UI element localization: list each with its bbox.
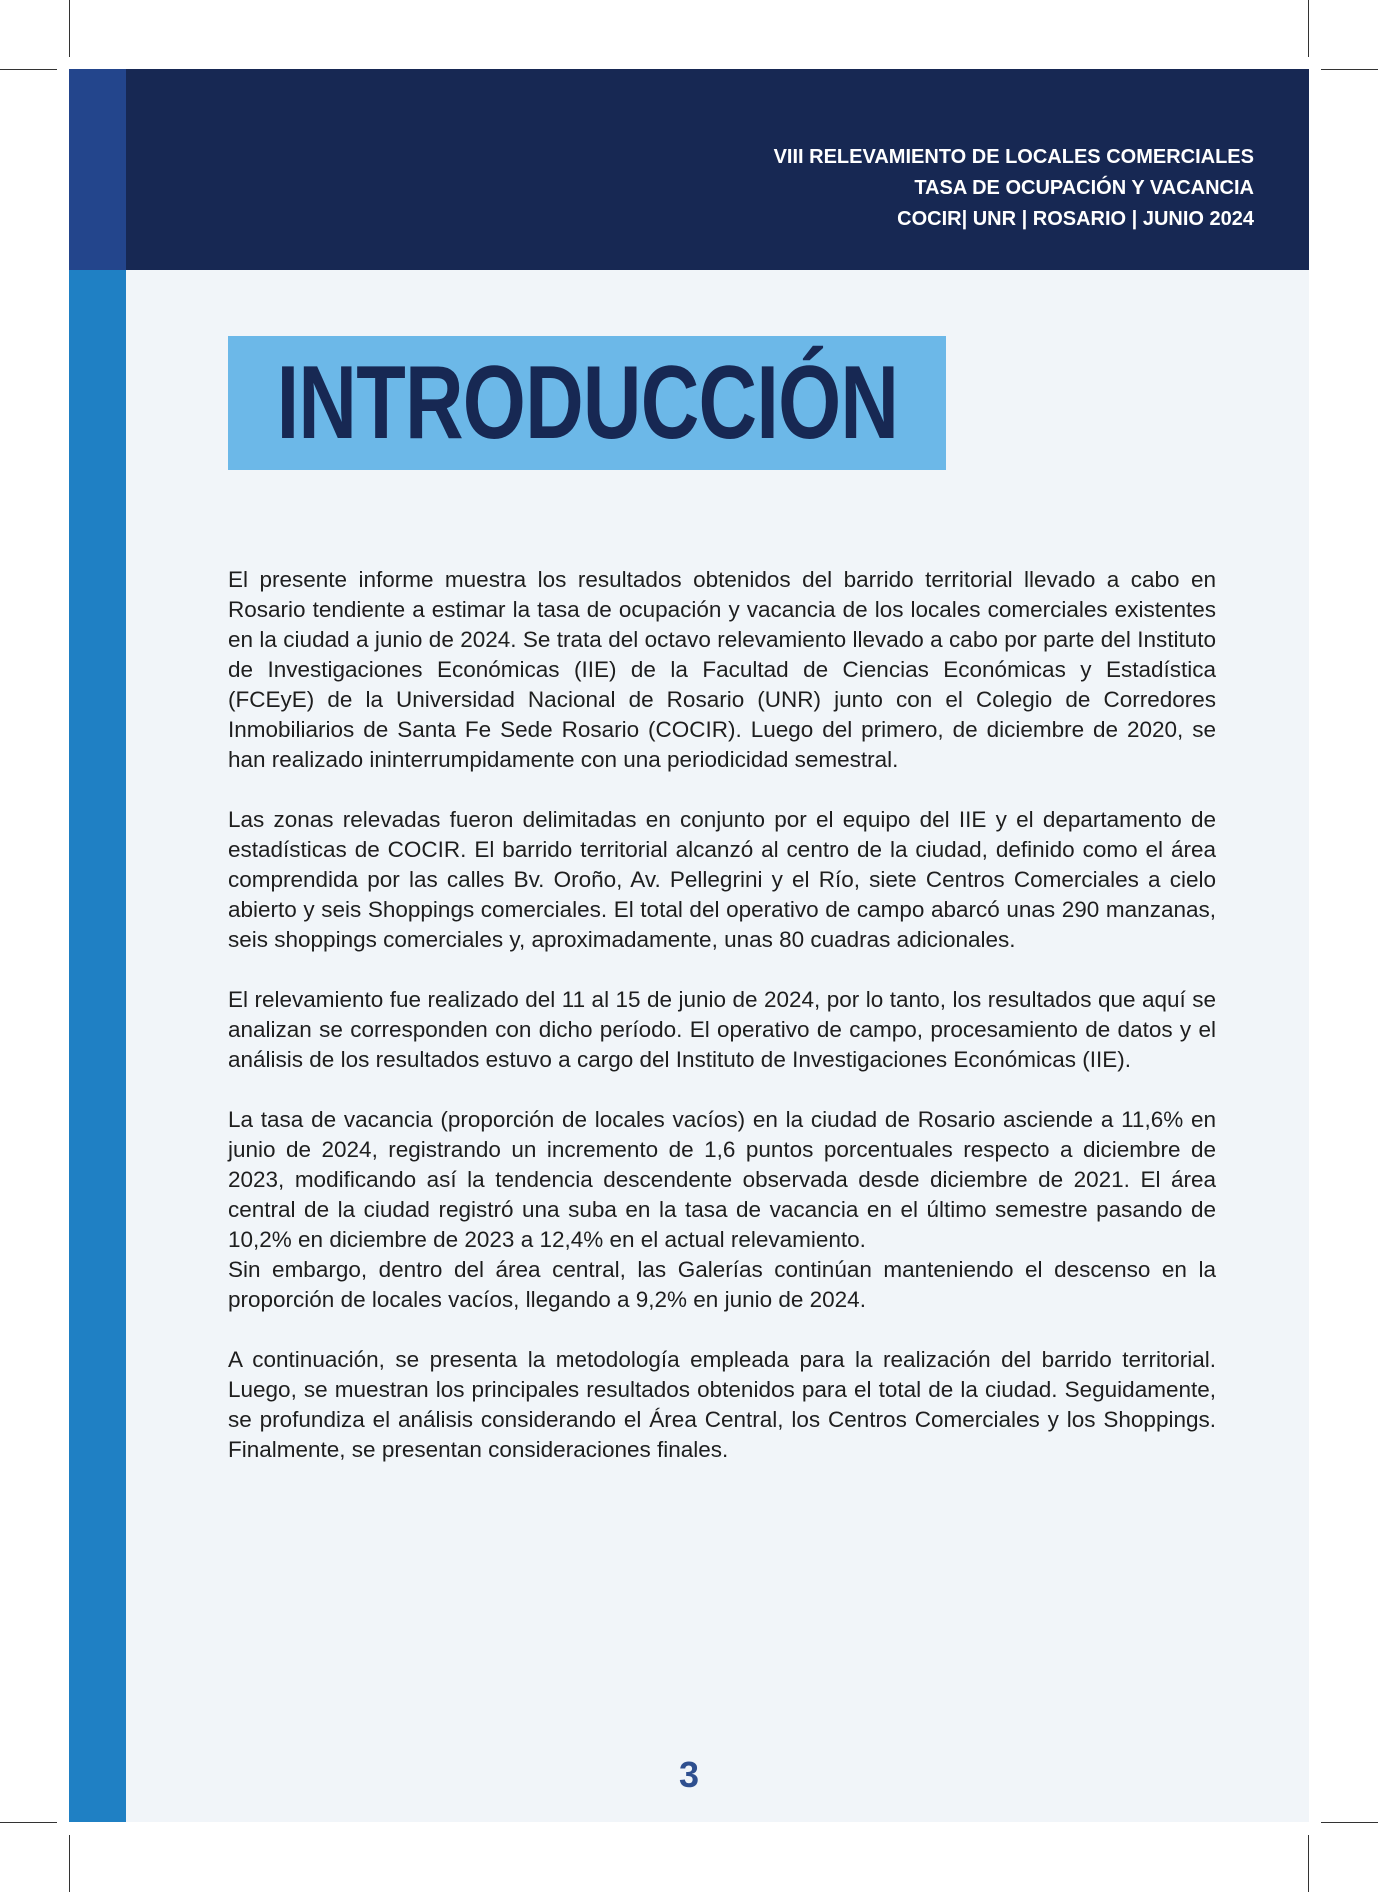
crop-mark (0, 69, 57, 70)
page-header (126, 69, 1309, 270)
crop-mark (1308, 0, 1309, 57)
header-line-subtitle: TASA DE OCUPACIÓN Y VACANCIA (914, 177, 1254, 199)
crop-mark (0, 1822, 57, 1823)
crop-mark (1308, 1835, 1309, 1892)
paragraph: El presente informe muestra los resultados obtenidos del barrido territorial llevado a cabo en Rosario tendiente a estimar la tasa de ocupación y vacancia de los locales comerciales existentes en la ciudad a junio de 2024. Se trata del octavo relevamiento llevado a cabo por parte del Instituto de Investigaciones Económicas (IIE) de la Facultad de Ciencias Económicas y Estadística (FCEyE) de la Universidad Nacional de Rosario (UNR) junto con el Colegio de Corredores Inmobiliarios de Santa Fe Sede Rosario (COCIR). Luego del primero, de diciembre de 2020, se han realizado ininterrumpidamente con una periodicidad semestral. (228, 567, 1216, 772)
body-text (228, 565, 1216, 1495)
section-title (228, 336, 946, 470)
crop-mark (1321, 69, 1378, 70)
left-stripe (69, 69, 126, 1822)
paragraph: Las zonas relevadas fueron delimitadas en conjunto por el equipo del IIE y el departamento de estadísticas de COCIR. El barrido territorial alcanzó al centro de la ciudad, definido como el área comprendida por las calles Bv. Oroño, Av. Pellegrini y el Río, siete Centros Comerciales a cielo abierto y seis Shoppings comerciales. El total del operativo de campo abarcó unas 290 manzanas, seis shoppings comerciales y, aproximadamente, unas 80 cuadras adicionales. (228, 807, 1216, 952)
left-stripe-top (69, 69, 126, 270)
paragraph: Sin embargo, dentro del área central, las Galerías continúan manteniendo el descenso en la proporción de locales vacíos, llegando a 9,2% en junio de 2024. (228, 1257, 1216, 1312)
crop-mark (69, 0, 70, 57)
paragraph: A continuación, se presenta la metodología empleada para la realización del barrido territorial. Luego, se muestran los principales resultados obtenidos para el total de la ciudad. Seguidamente, se profundiza el análisis considerando el Área Central, los Centros Comerciales y los Shoppings. Finalmente, se presentan consideraciones finales. (228, 1347, 1216, 1462)
page-number: 3 (678, 1754, 700, 1795)
paragraph: La tasa de vacancia (proporción de locales vacíos) en la ciudad de Rosario asciende a 11,6% en junio de 2024, registrando un incremento de 1,6 puntos porcentuales respecto a diciembre de 2023, modificando así la tendencia descendente observada desde diciembre de 2021. El área central de la ciudad registró una suba en la tasa de vacancia en el último semestre pasando de 10,2% en diciembre de 2023 a 12,4% en el actual relevamiento. (228, 1107, 1216, 1252)
crop-mark (69, 1835, 70, 1892)
document-page (69, 69, 1309, 1822)
paragraph: El relevamiento fue realizado del 11 al 15 de junio de 2024, por lo tanto, los resultados que aquí se analizan se corresponden con dicho período. El operativo de campo, procesamiento de datos y el análisis de los resultados estuvo a cargo del Instituto de Investigaciones Económicas (IIE). (228, 987, 1216, 1072)
title-box (228, 336, 946, 470)
crop-mark (1321, 1822, 1378, 1823)
header-line-report: VIII RELEVAMIENTO DE LOCALES COMERCIALES (773, 146, 1254, 168)
section-title-text: INTRODUCCIÓN (276, 344, 898, 461)
header-line-source: COCIR| UNR | ROSARIO | JUNIO 2024 (897, 208, 1254, 230)
header-text (774, 142, 1254, 235)
